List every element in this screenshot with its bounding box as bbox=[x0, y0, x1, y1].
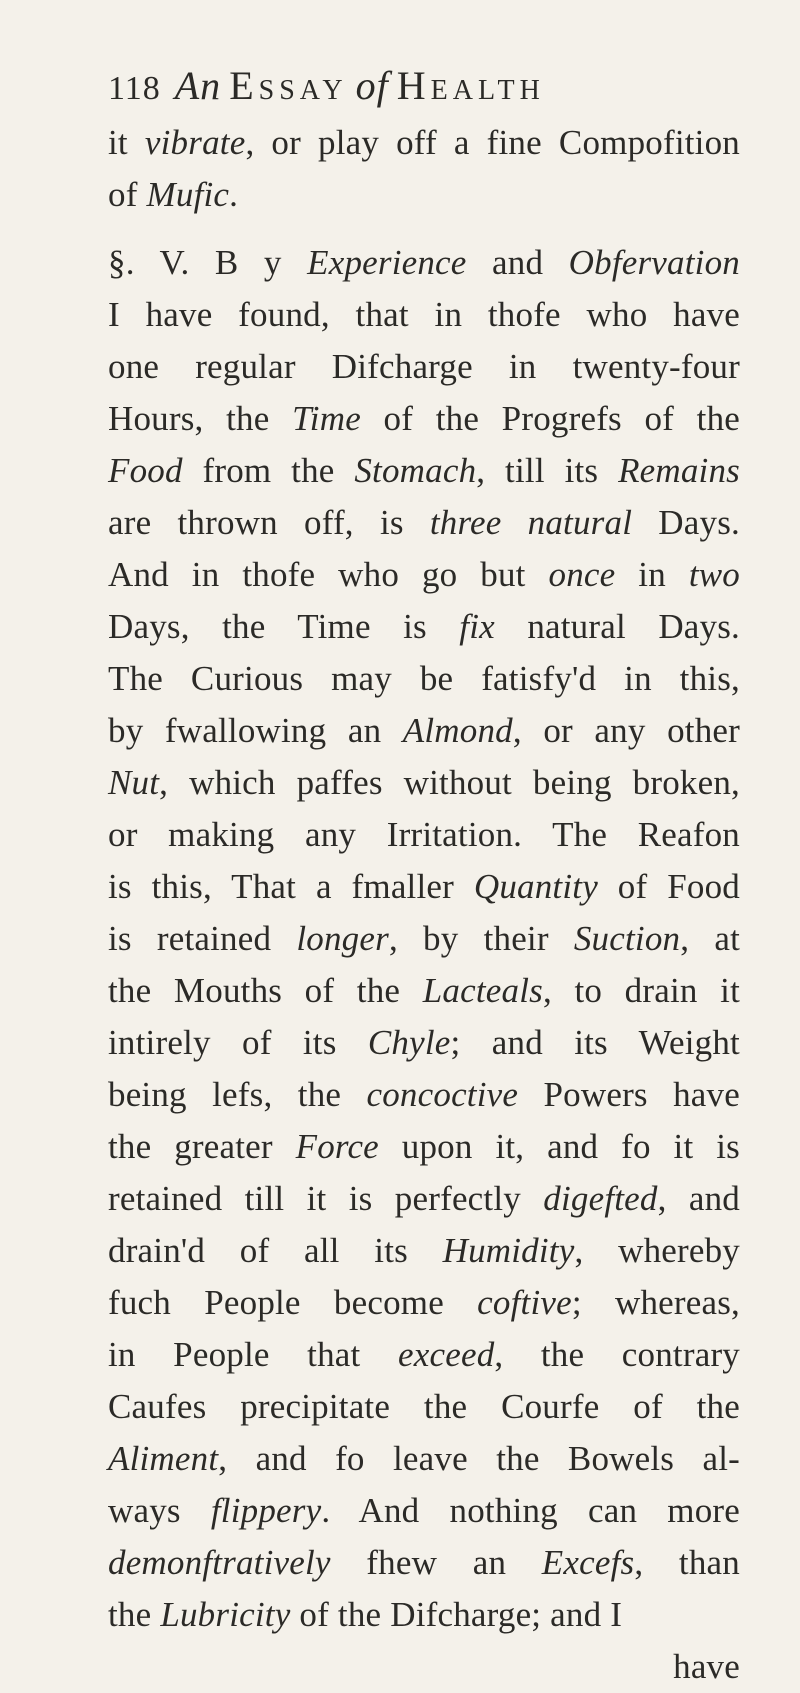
paragraph-gap bbox=[108, 221, 740, 237]
text-run: it bbox=[108, 123, 145, 162]
text-line bbox=[108, 169, 740, 221]
text-run: one regular Difcharge in twenty-four bbox=[108, 347, 740, 386]
running-head-an: An bbox=[174, 63, 222, 108]
italic-run: Almond bbox=[402, 711, 513, 750]
text-line bbox=[108, 1173, 740, 1225]
text-run: I have found, that in thofe who have bbox=[108, 295, 740, 334]
text-run: is this, That a fmaller bbox=[108, 867, 474, 906]
italic-run: Nut bbox=[108, 763, 160, 802]
text-run: . bbox=[229, 175, 239, 214]
italic-run: Lubricity bbox=[160, 1595, 291, 1634]
italic-run: coftive bbox=[477, 1283, 572, 1322]
italic-run: demonftratively bbox=[108, 1543, 331, 1582]
text-run: in bbox=[615, 555, 689, 594]
italic-run: Suction bbox=[573, 919, 681, 958]
running-head-health: Health bbox=[396, 63, 545, 108]
text-run: , till its bbox=[476, 451, 619, 490]
text-line bbox=[108, 117, 740, 169]
text-run: And in thofe who go but bbox=[108, 555, 549, 594]
text-line bbox=[108, 601, 740, 653]
text-run: from the bbox=[182, 451, 355, 490]
text-run: , by their bbox=[388, 919, 574, 958]
text-run: , than bbox=[634, 1543, 740, 1582]
text-run: of Food bbox=[597, 867, 740, 906]
text-run: ; whereas, bbox=[571, 1283, 740, 1322]
text-line bbox=[108, 289, 740, 341]
text-run: intirely of its bbox=[108, 1023, 368, 1062]
text-line bbox=[108, 913, 740, 965]
text-run: or making any Irritation. The Reafon bbox=[108, 815, 740, 854]
text-line bbox=[108, 1537, 740, 1589]
text-run: of bbox=[108, 175, 147, 214]
italic-run: Experience bbox=[307, 243, 467, 282]
text-line bbox=[108, 653, 740, 705]
text-line bbox=[108, 445, 740, 497]
italic-run: Excefs bbox=[541, 1543, 635, 1582]
text-run: , whereby bbox=[574, 1231, 740, 1270]
text-run: , and fo leave the Bowels al- bbox=[218, 1439, 740, 1478]
text-run: are thrown off, is bbox=[108, 503, 430, 542]
italic-run: flippery bbox=[210, 1491, 322, 1530]
text-run: natural Days. bbox=[494, 607, 740, 646]
text-line bbox=[108, 1433, 740, 1485]
text-run: , the contrary bbox=[494, 1335, 740, 1374]
text-line bbox=[108, 1589, 740, 1641]
text-run: , and bbox=[657, 1179, 740, 1218]
text-line bbox=[108, 1277, 740, 1329]
text-run: of the Progrefs of the bbox=[360, 399, 740, 438]
text-line bbox=[108, 1121, 740, 1173]
italic-run: Force bbox=[295, 1127, 379, 1166]
text-run: upon it, and fo it is bbox=[378, 1127, 740, 1166]
page-number: 118 bbox=[108, 70, 161, 107]
text-run: Hours, the bbox=[108, 399, 293, 438]
italic-run: once bbox=[548, 555, 616, 594]
text-line bbox=[108, 965, 740, 1017]
text-line bbox=[108, 549, 740, 601]
italic-run: Food bbox=[108, 451, 183, 490]
text-line bbox=[108, 1329, 740, 1381]
text-line bbox=[108, 705, 740, 757]
italic-run: Aliment bbox=[108, 1439, 219, 1478]
text-run: in People that bbox=[108, 1335, 399, 1374]
italic-run: Mufic bbox=[146, 175, 230, 214]
text-line bbox=[108, 809, 740, 861]
italic-run: exceed bbox=[398, 1335, 495, 1374]
running-head bbox=[108, 58, 740, 117]
text-line bbox=[108, 1069, 740, 1121]
italic-run: Stomach bbox=[354, 451, 477, 490]
text-run: fuch People become bbox=[108, 1283, 478, 1322]
text-run: by fwallowing an bbox=[108, 711, 403, 750]
italic-run: Chyle bbox=[367, 1023, 451, 1062]
text-line bbox=[108, 861, 740, 913]
text-run: the Mouths of the bbox=[108, 971, 423, 1010]
italic-run: three natural bbox=[429, 503, 633, 542]
text-line bbox=[108, 393, 740, 445]
text-run: the bbox=[108, 1595, 161, 1634]
text-line bbox=[108, 237, 740, 289]
text-line bbox=[108, 341, 740, 393]
text-run: . And nothing can more bbox=[321, 1491, 740, 1530]
italic-run: longer bbox=[296, 919, 389, 958]
text-run: , or any other bbox=[512, 711, 740, 750]
italic-run: two bbox=[688, 555, 740, 594]
italic-run: vibrate bbox=[144, 123, 246, 162]
text-line bbox=[108, 757, 740, 809]
text-run: being lefs, the bbox=[108, 1075, 367, 1114]
italic-run: Humidity bbox=[442, 1231, 575, 1270]
text-run: and bbox=[466, 243, 569, 282]
text-run: Powers have bbox=[518, 1075, 740, 1114]
text-line bbox=[108, 1225, 740, 1277]
text-run: , at bbox=[680, 919, 741, 958]
text-run: drain'd of all its bbox=[108, 1231, 443, 1270]
italic-run: Quantity bbox=[473, 867, 598, 906]
text-run: Caufes precipitate the Courfe of the bbox=[108, 1387, 740, 1426]
text-run: , which paffes without being broken, bbox=[159, 763, 740, 802]
text-run: the greater bbox=[108, 1127, 296, 1166]
text-run: fhew an bbox=[330, 1543, 542, 1582]
text-line bbox=[108, 1017, 740, 1069]
text-run: , to drain it bbox=[542, 971, 741, 1010]
italic-run: Remains bbox=[618, 451, 740, 490]
italic-run: Obfervation bbox=[568, 243, 740, 282]
text-run: Days. bbox=[632, 503, 740, 542]
text-run: ; and its Weight bbox=[450, 1023, 740, 1062]
text-run: is retained bbox=[108, 919, 297, 958]
running-head-of: of bbox=[355, 63, 389, 108]
italic-run: Time bbox=[292, 399, 361, 438]
text-run: ways bbox=[108, 1491, 211, 1530]
body-text bbox=[108, 117, 740, 1641]
text-line bbox=[108, 1485, 740, 1537]
text-run: retained till it is perfectly bbox=[108, 1179, 544, 1218]
italic-run: concoctive bbox=[366, 1075, 519, 1114]
text-run: of the Difcharge; and I bbox=[290, 1595, 623, 1634]
text-run: §. V. B y bbox=[108, 243, 308, 282]
text-line bbox=[108, 497, 740, 549]
running-head-essay: Essay bbox=[229, 63, 348, 108]
text-run: The Curious may be fatisfy'd in this, bbox=[108, 659, 740, 698]
italic-run: digefted bbox=[543, 1179, 658, 1218]
text-line bbox=[108, 1381, 740, 1433]
text-run: Days, the Time is bbox=[108, 607, 460, 646]
text-run: , or play off a fine Compofition bbox=[245, 123, 740, 162]
italic-run: fix bbox=[459, 607, 495, 646]
italic-run: Lacteals bbox=[422, 971, 543, 1010]
catchword: have bbox=[673, 1647, 740, 1686]
